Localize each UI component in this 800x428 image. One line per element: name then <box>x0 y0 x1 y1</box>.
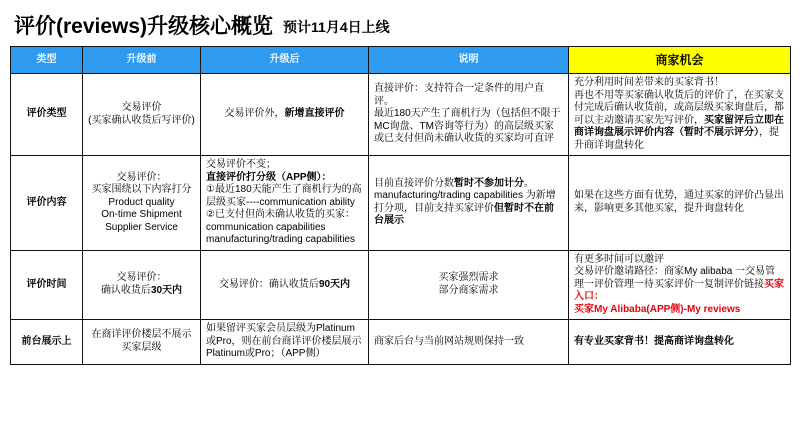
opportunity-paragraph <box>574 90 785 153</box>
cell-before-review-content <box>83 156 201 251</box>
opportunity-line-1 <box>574 336 785 349</box>
after-line-4: ②已支付但尚未确认收货的买家：communication capabilities <box>206 209 355 233</box>
cell-after-frontend-display <box>201 320 369 365</box>
cell-note-review-time <box>369 250 569 320</box>
opportunity-line-1: 如果在这些方面有优势，通过买家的评价凸显出来，影响更多其他买家，提升询盘转化 <box>574 190 784 214</box>
page-subtitle: 预计11月4日上线 <box>283 19 390 35</box>
cell-opportunity-review-type <box>569 74 791 156</box>
cell-after-review-time <box>201 250 369 320</box>
note-line-1: 商家后台与当前网站规则保持一致 <box>374 335 524 347</box>
opportunity-text-bold: 买家留评后立即在商详询盘展示评价内容（暂时不展示评分） <box>574 114 784 138</box>
after-line-3: ①最近180天能产生了商机行为的高层级买家----communication ability <box>206 184 362 208</box>
after-line-5: manufacturing/trading capabilities <box>206 234 355 245</box>
opportunity-line-2 <box>574 266 785 304</box>
column-header-after: 升级后 <box>201 47 369 74</box>
before-line-2: (买家确认收货后写评价) <box>88 114 195 126</box>
cell-note-review-content <box>369 156 569 251</box>
opportunity-bold-a: 有专业买家背书！ <box>574 335 654 347</box>
table-row <box>11 250 791 320</box>
after-plain: 交易评价外， <box>224 108 285 120</box>
page-title: 评价(reviews)升级核心概览 <box>14 15 274 38</box>
after-plain: 交易评价：确认收货后 <box>218 278 319 290</box>
table-row <box>11 320 791 365</box>
row-label-review-content: 评价内容 <box>11 156 83 251</box>
note-text-a: 目前直接评价分数 <box>374 177 454 189</box>
cell-opportunity-review-time <box>569 250 791 320</box>
row-label-review-time: 评价时间 <box>11 250 83 320</box>
note-line-1: 买家强烈需求 <box>438 272 499 284</box>
before-line-1: 交易评价 <box>121 102 162 113</box>
column-header-type: 类型 <box>11 47 83 74</box>
title-row <box>10 8 790 46</box>
buyer-entry-label: 买家入口： <box>574 278 784 302</box>
after-line-1: 如果留评买家会员层级为Platinum或Pro，则在前台商详评价楼层展示Platinum或Pro；（APP侧） <box>206 323 362 359</box>
before-line-1: 在商详评价楼层不展示买家层级 <box>91 329 192 353</box>
column-header-note: 说明 <box>369 47 569 74</box>
after-line-2: 直接评价打分级（APP侧）： <box>206 171 332 183</box>
before-line-2 <box>88 285 195 298</box>
note-paragraph-2 <box>374 190 563 228</box>
before-line-1: 交易评价： <box>116 171 167 183</box>
before-line-4: On-time Shipment <box>101 209 182 220</box>
row-label-frontend-display: 前台展示上 <box>11 320 83 365</box>
table-row <box>11 74 791 156</box>
note-text-c: manufacturing/trading capabilities 为新增打分项，目前支持买家评价 <box>374 190 556 214</box>
cell-opportunity-review-content <box>569 156 791 251</box>
note-text-b: 。 <box>524 177 534 189</box>
cell-after-review-content <box>201 156 369 251</box>
opportunity-line-1: 充分利用时间差带来的买家背书！ <box>574 77 724 88</box>
note-text-bold-b: 但暂时不在前台展示 <box>374 202 554 227</box>
column-header-before: 升级前 <box>83 47 201 74</box>
note-text-bold-a: 暂时不参加计分 <box>454 177 524 189</box>
before-line-5: Supplier Service <box>105 221 178 233</box>
cell-note-frontend-display <box>369 320 569 365</box>
table-row <box>11 156 791 251</box>
before-line-3: Product quality <box>108 196 175 208</box>
after-bold: 新增直接评价 <box>284 108 345 120</box>
column-header-opportunity: 商家机会 <box>569 47 791 74</box>
note-line-2: 最近180天产生了商机行为（包括但不限于MC询盘、TM咨询等行为）的高层级买家 <box>374 108 561 132</box>
note-line-1: 直接评价：支持符合一定条件的用户直评。 <box>374 83 544 107</box>
cell-opportunity-frontend-display <box>569 320 791 365</box>
row-label-review-type: 评价类型 <box>11 74 83 156</box>
opportunity-text-b: ，提升商详询盘转化 <box>574 127 779 151</box>
after-line-1: 交易评价不变； <box>206 159 276 170</box>
opportunity-bold-b: 提高商详询盘转化 <box>654 335 734 347</box>
before-line-1: 交易评价： <box>116 272 167 284</box>
opportunity-path-text: 交易评价邀请路径：商家My alibaba 一交易管理一评价管理一待买家评价一复制评价链接 <box>574 266 776 290</box>
cell-before-review-time <box>83 250 201 320</box>
note-paragraph-1 <box>374 178 563 191</box>
before-line-2: 买家围绕以下内容打分 <box>91 184 192 195</box>
opportunity-text-a: 再也不用等买家确认收货后的评价了，在买家支付完成后确认收货前，或高层级买家询盘后，都可以主动邀请买家先写评价， <box>574 89 784 126</box>
after-bold: 90天内 <box>318 278 351 290</box>
opportunity-line-1: 有更多时间可以邀评 <box>574 253 664 265</box>
before-text-plain: 确认收货后 <box>100 284 151 296</box>
cell-before-frontend-display <box>83 320 201 365</box>
cell-after-review-type <box>201 74 369 156</box>
cell-note-review-type <box>369 74 569 156</box>
buyer-entry-path: 买家My Alibaba(APP侧)-My reviews <box>574 303 741 315</box>
cell-before-review-type <box>83 74 201 156</box>
before-text-bold: 30天内 <box>150 284 183 296</box>
note-line-2: 部分商家需求 <box>438 284 499 296</box>
overview-table <box>10 46 791 365</box>
table-header-row <box>11 47 791 74</box>
note-line-3: 或已支付但尚未确认收货的买家均可直评 <box>374 133 554 145</box>
